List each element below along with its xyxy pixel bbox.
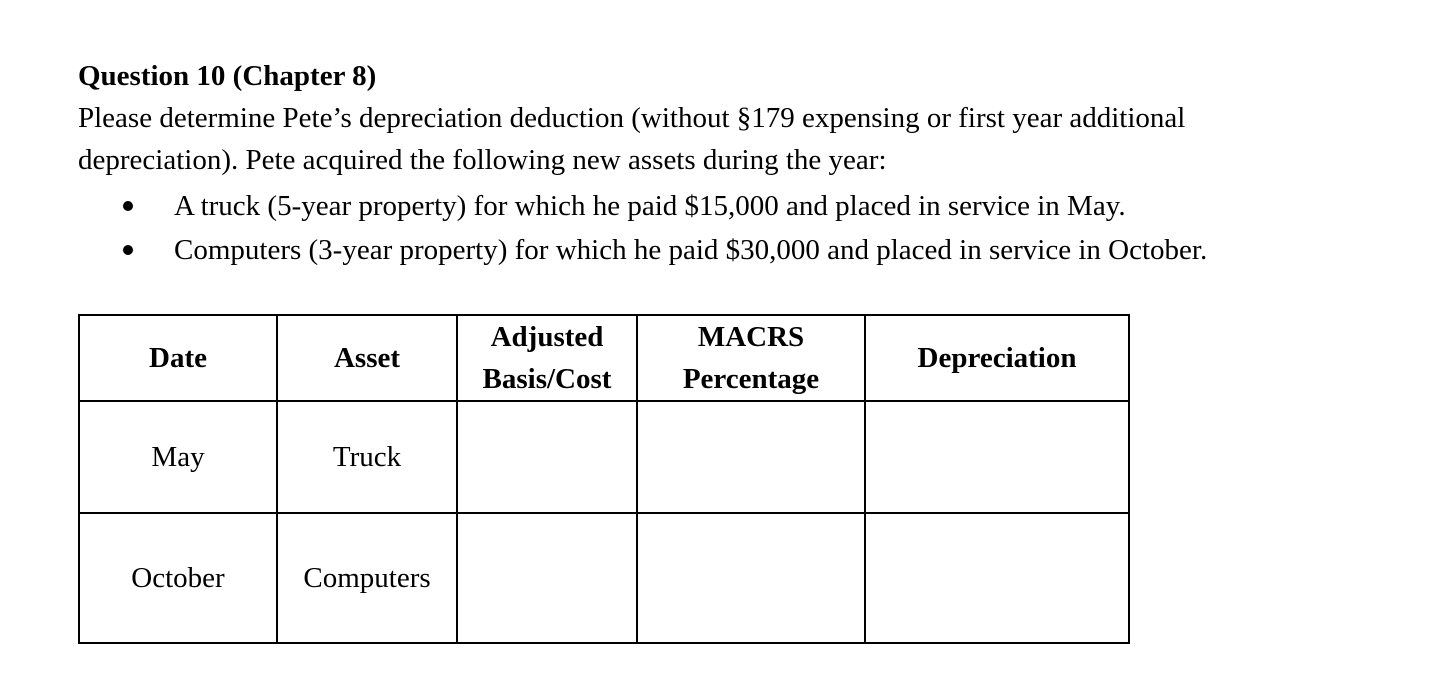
cell-depreciation [865, 401, 1129, 513]
cell-depreciation [865, 513, 1129, 643]
cell-date: October [79, 513, 277, 643]
cell-date: May [79, 401, 277, 513]
header-depreciation: Depreciation [865, 315, 1129, 401]
header-macrs-line-1: MACRS [697, 321, 805, 353]
table-row [79, 513, 1129, 643]
cell-macrs [637, 513, 865, 643]
header-macrs-percentage [637, 315, 865, 401]
cell-asset: Computers [277, 513, 457, 643]
bullet-icon [123, 201, 133, 211]
asset-list-item-text: Computers (3-year property) for which he paid $30,000 and placed in service in October. [174, 234, 1208, 266]
asset-list [120, 184, 1207, 272]
table-row [79, 401, 1129, 513]
cell-asset: Truck [277, 401, 457, 513]
table-header-row [79, 315, 1129, 401]
header-date: Date [79, 315, 277, 401]
depreciation-table [78, 314, 1130, 644]
header-asset: Asset [277, 315, 457, 401]
bullet-icon [123, 245, 133, 255]
header-adjusted-basis-line-2: Basis/Cost [482, 363, 612, 395]
cell-basis [457, 401, 637, 513]
cell-macrs [637, 401, 865, 513]
header-macrs-line-2: Percentage [682, 363, 820, 395]
header-adjusted-basis [457, 315, 637, 401]
intro-line-1: Please determine Pete’s depreciation deduction (without §179 expensing or first year additional [78, 102, 1186, 134]
question-intro [78, 97, 1378, 181]
header-adjusted-basis-line-1: Adjusted [490, 321, 604, 353]
asset-list-item-text: A truck (5-year property) for which he paid $15,000 and placed in service in May. [174, 190, 1126, 222]
asset-list-item-computers [120, 228, 1207, 272]
intro-line-2: depreciation). Pete acquired the following new assets during the year: [78, 144, 887, 176]
cell-basis [457, 513, 637, 643]
question-title: Question 10 (Chapter 8) [78, 60, 377, 92]
asset-list-item-truck [120, 184, 1207, 228]
